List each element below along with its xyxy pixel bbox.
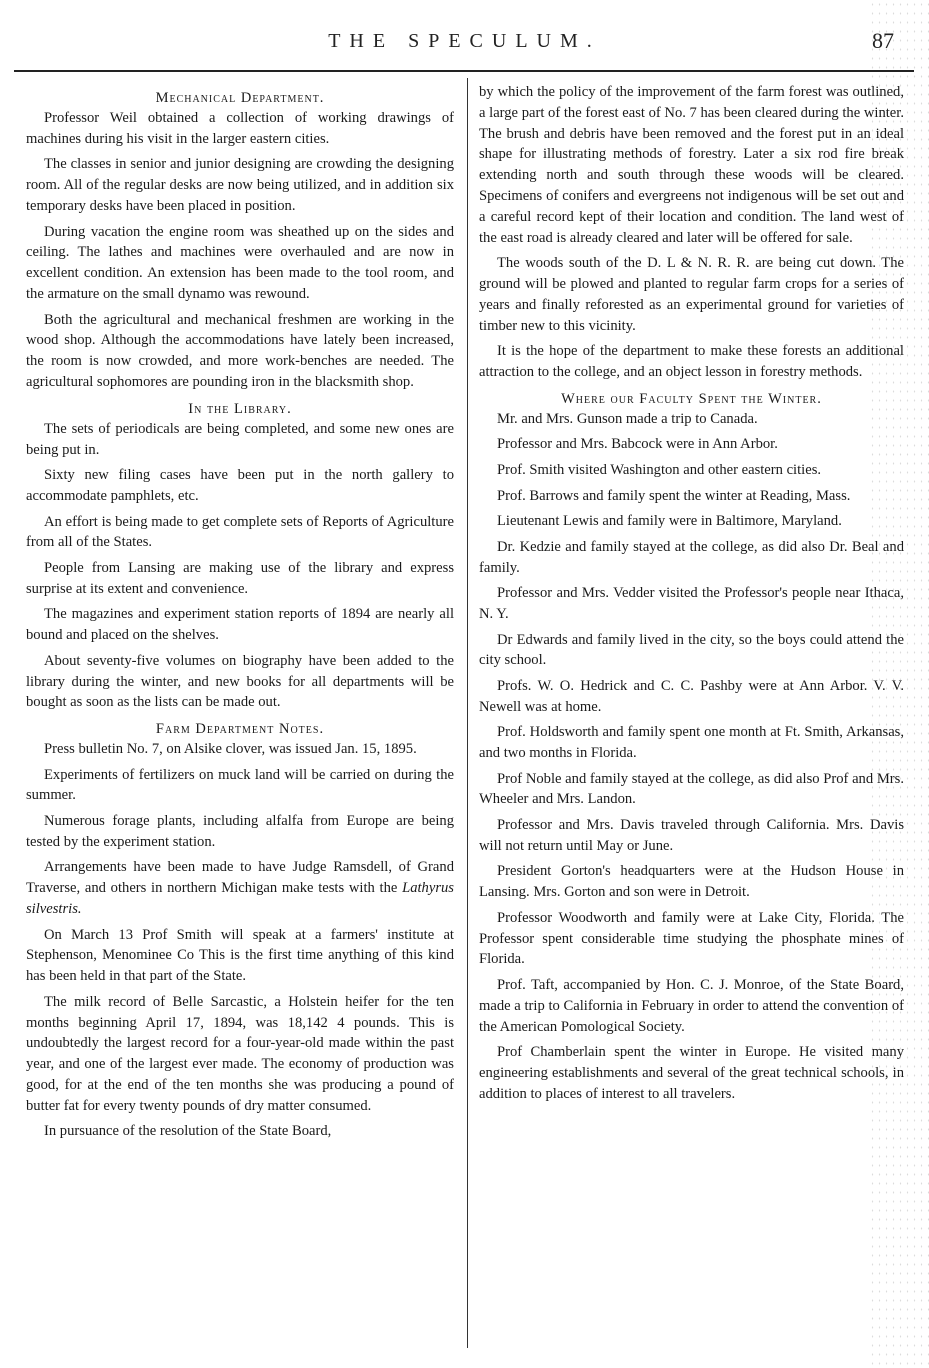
- paragraph: The sets of periodicals are being completed, and some new ones are being put in.: [26, 420, 454, 458]
- paragraph: Profs. W. O. Hedrick and C. C. Pashby were at Ann Arbor. V. V. Newell was at home.: [479, 677, 904, 715]
- page-number: 87: [872, 28, 894, 53]
- paragraph: Prof. Taft, accompanied by Hon. C. J. Monroe, of the State Board, made a trip to California in February in order to attend the convention of the American Pomological Society.: [479, 977, 904, 1035]
- section-heading-mechanical: Mechanical Department.: [155, 90, 325, 106]
- paragraph: Sixty new filing cases have been put in the north gallery to accommodate pamphlets, etc.: [26, 467, 454, 504]
- paragraph: The magazines and experiment station reports of 1894 are nearly all bound and placed on the shelves.: [26, 606, 454, 644]
- section-heading-faculty-winter: Where our Faculty Spent the Winter.: [561, 390, 822, 407]
- column-divider: [467, 78, 468, 1348]
- paragraph: Prof. Barrows and family spent the winter at Reading, Mass.: [497, 487, 851, 504]
- paragraph: The woods south of the D. L & N. R. R. are being cut down. The ground will be plowed and planted to regular farm crops for a series of years and finally reforested as an experimental ground for varieties of timber new to this vicinity.: [479, 255, 904, 334]
- paragraph: Both the agricultural and mechanical freshmen are working in the wood shop. Although the accommodations have lately been increased, the room is now crowded, and more work-benches are needed. The agricultural sophomores are pounding iron in the blacksmith shop.: [26, 311, 454, 390]
- paragraph: In pursuance of the resolution of the State Board,: [44, 1123, 332, 1140]
- paragraph: Press bulletin No. 7, on Alsike clover, was issued Jan. 15, 1895.: [44, 741, 417, 758]
- paragraph: Dr. Kedzie and family stayed at the college, as did also Dr. Beal and family.: [479, 538, 904, 576]
- paragraph: Prof. Smith visited Washington and other eastern cities.: [497, 461, 822, 478]
- paragraph: On March 13 Prof Smith will speak at a farmers' institute at Stephenson, Menominee Co This is the first time anything of this kind has been held in that part of the State.: [26, 926, 454, 985]
- continued-paragraph: by which the policy of the improvement of the farm forest was outlined, a large part of the forest east of No. 7 has been cleared during the winter. The brush and debris have been removed and the forest put in an ideal shape for illustrating methods of forestry. Later a six rod fire break extending north and south through these woods will be cleared. Specimens of conifers and evergreens not indigenous will be set out and a careful record kept of their location and condition. The land west of the east road is already cleared and later will be offered for sale.: [479, 84, 904, 246]
- paragraph: Professor and Mrs. Vedder visited the Professor's people near Ithaca, N. Y.: [479, 585, 904, 622]
- paragraph: It is the hope of the department to make these forests an additional attraction to the college, and an object lesson in forestry methods.: [479, 343, 904, 380]
- paragraph: Prof. Holdsworth and family spent one month at Ft. Smith, Arkansas, and two months in Florida.: [479, 724, 904, 762]
- paragraph: Lieutenant Lewis and family were in Baltimore, Maryland.: [497, 513, 842, 530]
- left-column: [26, 82, 454, 1147]
- section-heading-library: In the Library.: [188, 400, 292, 417]
- section-heading-farm: Farm Department Notes.: [155, 721, 325, 738]
- paragraph: Prof Chamberlain spent the winter in Europe. He visited many engineering establishments and several of the great technical schools, in addition to places of interest to all travelers.: [479, 1044, 904, 1102]
- paragraph: Professor and Mrs. Babcock were in Ann Arbor.: [497, 436, 778, 453]
- paragraph-text: Arrangements have been made to have Judge Ramsdell, of Grand Traverse, and others in northern Michigan make tests with the: [26, 859, 454, 897]
- paragraph: Prof Noble and family stayed at the college, as did also Prof and Mrs. Wheeler and Mrs. Landon.: [479, 770, 904, 808]
- paragraph-arrangements: [26, 857, 454, 919]
- paragraph: About seventy-five volumes on biography have been added to the library during the winter, and new books for all departments will be bought as soon as the lists can be made out.: [26, 652, 454, 711]
- paragraph: People from Lansing are making use of the library and express surprise at its extent and convenience.: [26, 559, 454, 597]
- paragraph: Mr. and Mrs. Gunson made a trip to Canada.: [497, 410, 758, 427]
- right-column: [479, 82, 904, 1109]
- paragraph: The milk record of Belle Sarcastic, a Holstein heifer for the ten months beginning April 17, 1894, was 18,142 4 pounds. This is undoubtedly the largest record for a four-year-old made within the past year, and one of the largest ever made. The economy of production was good, for at the end of the ten months she was producing a pound of butter fat for every twenty pounds of dry matter consumed.: [26, 993, 454, 1114]
- paragraph: An effort is being made to get complete sets of Reports of Agriculture from all of the States.: [26, 513, 454, 551]
- paragraph: Professor and Mrs. Davis traveled through California. Mrs. Davis will not return until May or June.: [479, 817, 904, 854]
- paragraph: Dr Edwards and family lived in the city, so the boys could attend the city school.: [479, 631, 904, 669]
- paragraph: Experiments of fertilizers on muck land will be carried on during the summer.: [26, 766, 454, 804]
- paragraph: The classes in senior and junior designing are crowding the designing room. All of the regular desks are now being utilized, and in addition six temporary desks have been placed in position.: [26, 156, 454, 214]
- paragraph: Numerous forage plants, including alfalfa from Europe are being tested by the experiment station.: [26, 813, 454, 850]
- paragraph: During vacation the engine room was sheathed up on the sides and ceiling. The lathes and machines were overhauled and are now in excellent condition. An extension has been made to the tool room, and the armature on the small dynamo was rewound.: [26, 223, 454, 302]
- paragraph: Professor Woodworth and family were at Lake City, Florida. The Professor spent considerable time studying the phosphate mines of Florida.: [479, 909, 904, 968]
- publication-title: THE SPECULUM.: [328, 30, 601, 52]
- paragraph: President Gorton's headquarters were at the Hudson House in Lansing. Mrs. Gorton and son were in Detroit.: [479, 863, 904, 901]
- masthead: [0, 0, 929, 72]
- species-name: Lathyrus silvestris.: [26, 880, 454, 918]
- header-rule: [14, 70, 914, 72]
- paragraph: Professor Weil obtained a collection of working drawings of machines during his visit in the larger eastern cities.: [26, 110, 454, 147]
